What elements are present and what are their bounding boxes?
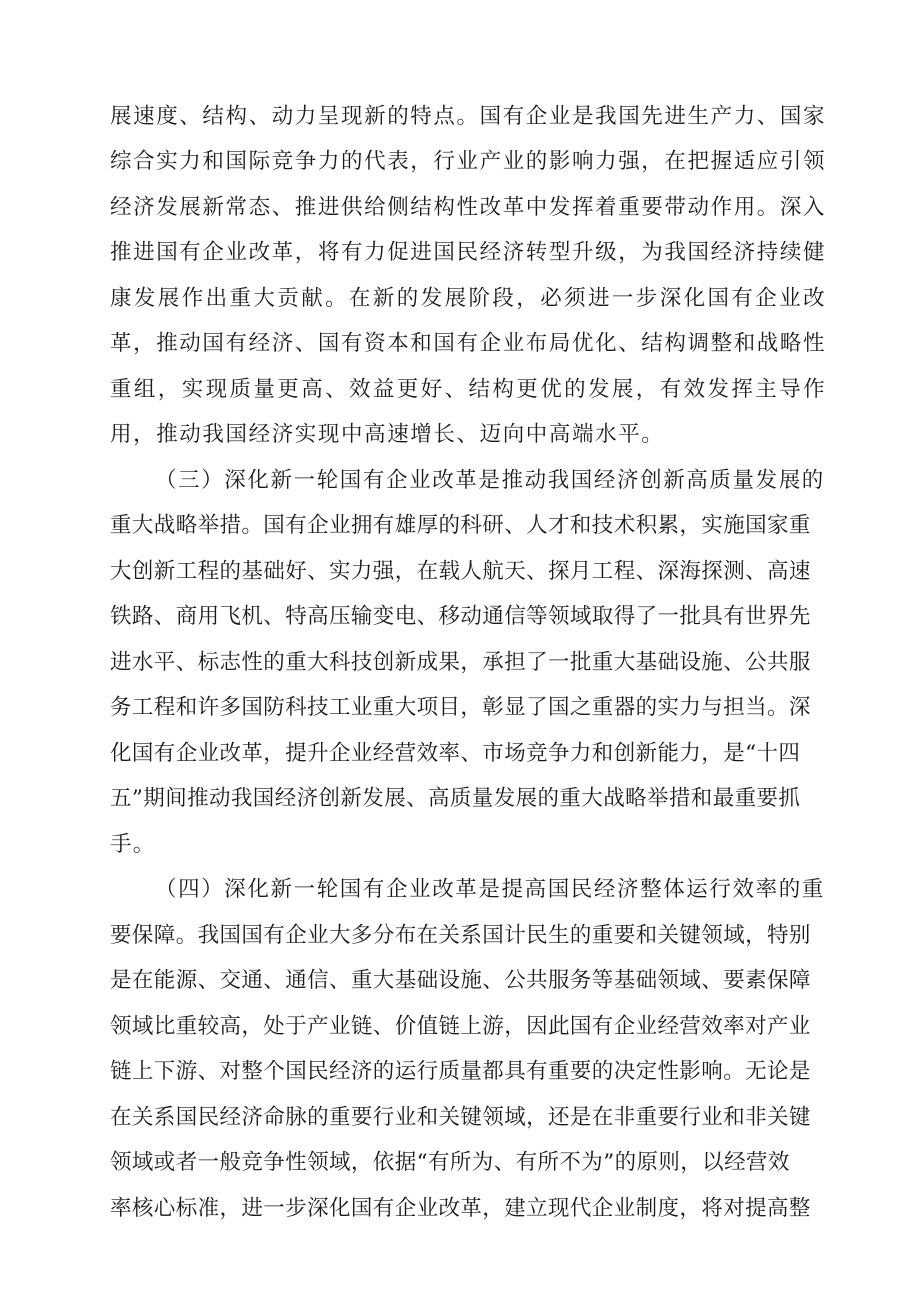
- text-line: 重组，实现质量更高、效益更好、结构更优的发展，有效发挥主导作: [110, 377, 828, 402]
- text-line: 五”期间推动我国经济创新发展、高质量发展的重大战略举措和最重要抓: [110, 786, 801, 811]
- text-line: 率核心标准，进一步深化国有企业改革，建立现代企业制度，将对提高整: [110, 1196, 811, 1221]
- text-line: 领域比重较高，处于产业链、价值链上游，因此国有企业经营效率对产业: [110, 1014, 811, 1039]
- text-line: 是在能源、交通、通信、重大基础设施、公共服务等基础领域、要素保障: [110, 968, 811, 993]
- text-line: 大创新工程的基础好、实力强，在载人航天、探月工程、深海探测、高速: [110, 559, 811, 584]
- text-line: 康发展作出重大贡献。在新的发展阶段，必须进一步深化国有企业改: [110, 286, 828, 311]
- text-line: 链上下游、对整个国民经济的运行质量都具有重要的决定性影响。无论是: [110, 1059, 811, 1084]
- text-line: （四）深化新一轮国有企业改革是提高国民经济整体运行效率的重: [155, 877, 825, 902]
- text-line: 铁路、商用飞机、特高压输变电、移动通信等领域取得了一批具有世界先: [110, 604, 811, 629]
- text-line: 务工程和许多国防科技工业重大项目，彰显了国之重器的实力与担当。深: [110, 695, 811, 720]
- text-line: 展速度、结构、动力呈现新的特点。国有企业是我国先进生产力、国家: [110, 104, 827, 129]
- text-line: 推进国有企业改革，将有力促进国民经济转型升级，为我国经济持续健: [110, 240, 827, 265]
- text-line: 综合实力和国际竞争力的代表，行业产业的影响力强，在把握适应引领: [110, 149, 827, 174]
- text-line: 领域或者一般竞争性领域，依据“有所为、有所不为”的原则，以经营效: [110, 1150, 790, 1175]
- text-line: 要保障。我国国有企业大多分布在关系国计民生的重要和关键领域，特别: [110, 923, 811, 948]
- text-line: 手。: [110, 832, 156, 857]
- text-line: 经济发展新常态、推进供给侧结构性改革中发挥着重要带动作用。深入: [110, 195, 827, 220]
- text-line: 重大战略举措。国有企业拥有雄厚的科研、人才和技术积累，实施国家重: [110, 513, 811, 538]
- text-line: 化国有企业改革，提升企业经营效率、市场竞争力和创新能力，是“十四: [110, 741, 801, 766]
- text-line: 用，推动我国经济实现中高速增长、迈向中高端水平。: [110, 422, 665, 447]
- text-line: 进水平、标志性的重大科技创新成果，承担了一批重大基础设施、公共服: [110, 650, 811, 675]
- text-line: 在关系国民经济命脉的重要行业和关键领域，还是在非重要行业和非关键: [110, 1105, 811, 1130]
- text-line: 革，推动国有经济、国有资本和国有企业布局优化、结构调整和战略性: [110, 331, 827, 356]
- text-line: （三）深化新一轮国有企业改革是推动我国经济创新高质量发展的: [155, 468, 825, 493]
